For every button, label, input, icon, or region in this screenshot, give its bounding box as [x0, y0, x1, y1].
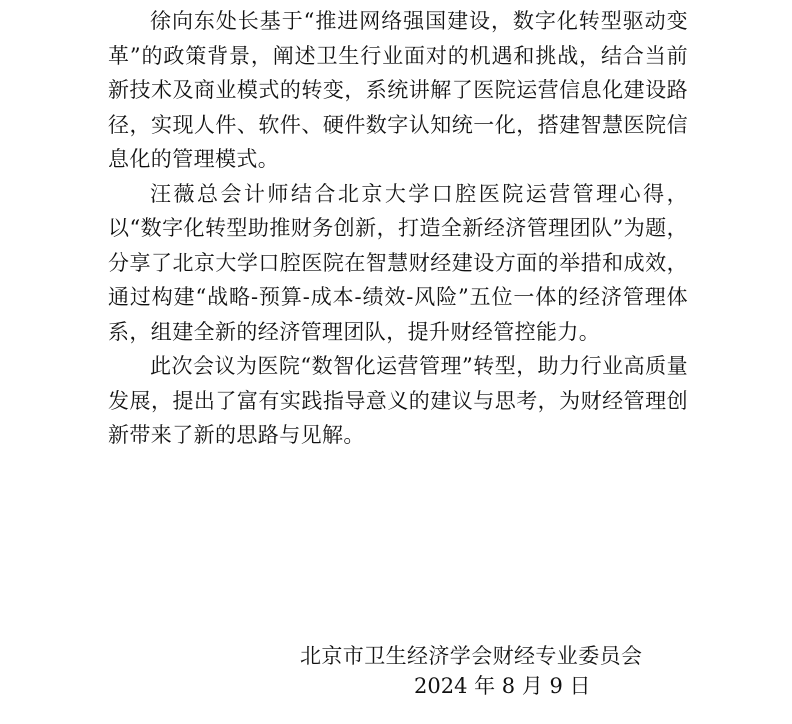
paragraph-conclusion: 此次会议为医院“数智化运营管理”转型，助力行业高质量发展，提出了富有实践指导意义的建议与思考，为财经管理创新带来了新的思路与见解。 [108, 354, 688, 447]
signature-organization: 北京市卫生经济学会财经专业委员会 [300, 644, 643, 668]
signature-block [300, 641, 660, 701]
article-body [108, 4, 688, 453]
paragraph-xu-xiangdong: 徐向东处长基于“推进网络强国建设，数字化转型驱动变革”的政策背景，阐述卫生行业面对的机遇和挑战，结合当前新技术及商业模式的转变，系统讲解了医院运营信息化建设路径，实现人件、软件、硬件数字认知统一化，搭建智慧医院信息化的管理模式。 [108, 9, 688, 171]
signature-date: 2024 年 8 月 9 日 [414, 674, 591, 698]
paragraph-wang-wei: 汪薇总会计师结合北京大学口腔医院运营管理心得，以“数字化转型助推财务创新，打造全新经济管理团队”为题，分享了北京大学口腔医院在智慧财经建设方面的举措和成效，通过构建“战略-预算-成本-绩效-风险”五位一体的经济管理体系，组建全新的经济管理团队，提升财经管控能力。 [108, 181, 688, 344]
